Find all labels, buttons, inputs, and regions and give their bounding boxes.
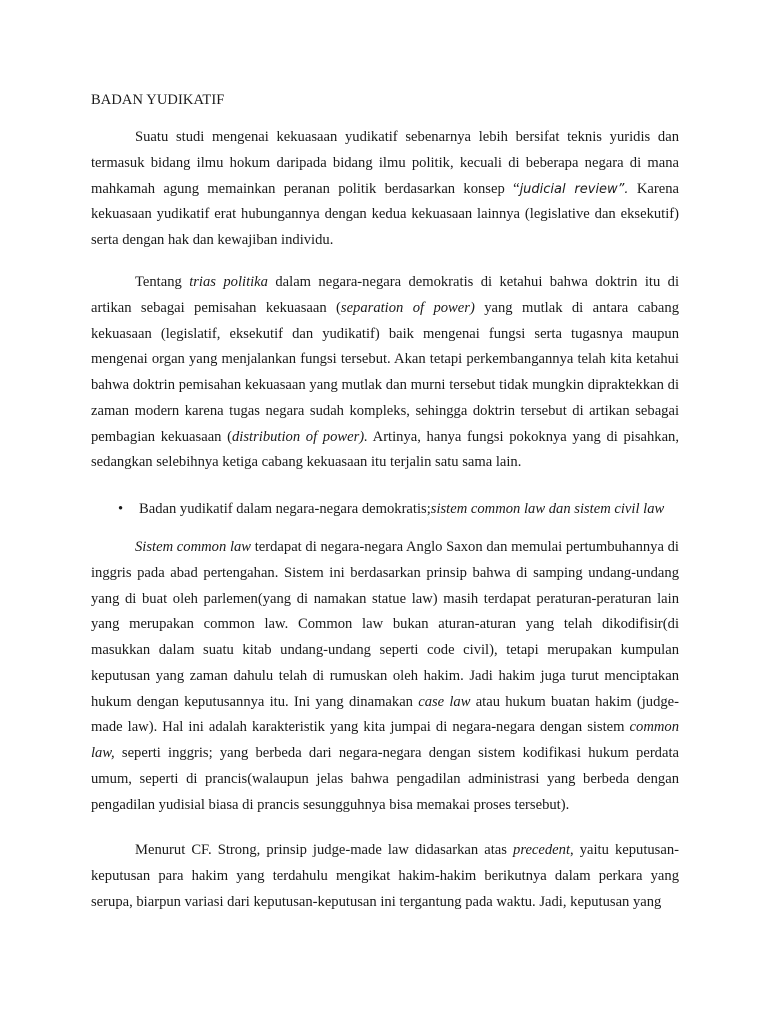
text-run-italic: precedent (513, 842, 571, 858)
paragraph-common-law (91, 535, 679, 818)
bullet-text (139, 498, 664, 520)
text-run-italic: sistem common law dan sistem civil law (430, 501, 665, 517)
text-run-italic: common law, (91, 719, 679, 761)
text-run: Badan yudikatif dalam negara-negara demokratis; (139, 501, 431, 517)
text-run: terdapat di negara-negara Anglo Saxon dan memulai pertumbuhannya di inggris pada abad pertengahan. Sistem ini berdasarkan prinsip bahwa di samping undang-undang yang di buat oleh parlemen(yang di namakan statue law) masih terdapat peraturan-peraturan lain yang merupakan common law. Common law bukan aturan-aturan yang telah dikodifisir(di masukkan dalam suatu kitab undang-undang seperti code civil), tetapi merupakan kumpulan keputusan yang zaman dahulu telah di rumuskan oleh hakim. Jadi hakim juga turut menciptakan hukum dengan keputusannya itu. Ini yang dinamakan (91, 539, 679, 710)
text-run-italic: case law (418, 693, 471, 710)
text-run: Suatu studi mengenai kekuasaan yudikatif sebenarnya lebih bersifat teknis yuridis dan termasuk bidang ilmu hokum daripada bidang ilmu politik, kecuali di beberapa negara di mana mahkamah agung memainkan peranan politik berdasarkan konsep “ (91, 129, 679, 197)
document-heading: BADAN YUDIKATIF (91, 92, 225, 108)
text-run-italic: Sistem common law (135, 539, 252, 555)
text-run: Menurut CF. Strong, prinsip judge-made law didasarkan atas (135, 842, 514, 858)
paragraph-precedent (91, 838, 679, 915)
text-run: , yaitu keputusan-keputusan para hakim yang terdahulu mengikat hakim-hakim berikutnya dalam perkara yang serupa, biarpun variasi dari keputusan-keputusan ini tergantung pada waktu. Jadi, keputusan yang (91, 842, 679, 910)
text-run: Artinya, hanya fungsi pokoknya yang di pisahkan, sedangkan selebihnya ketiga cabang kekuasaan itu terjalin satu sama lain. (91, 428, 679, 471)
text-run: Tentang (135, 274, 190, 290)
text-run: dalam negara-negara demokratis di ketahui bahwa doktrin itu di artikan sebagai pemisahan kekuasaan ( (91, 274, 680, 316)
text-run: atau hukum buatan hakim (judge-made law). Hal ini adalah karakteristik yang kita jumpai di negara-negara dengan sistem (91, 693, 679, 736)
text-run: yang mutlak di antara cabang kekuasaan (legislatif, eksekutif dan yudikatif) baik mengenai fungsi serta tugasnya maupun mengenai organ yang menjalankan fungsi tersebut. Akan tetapi perkembangannya telah kita ketahui bahwa doktrin pemisahan kekuasaan yang mutlak dan murni tersebut tidak mungkin dipraktekkan di zaman modern karena tugas negara sudah kompleks, sehingga doktrin tersebut di artikan sebagai pembagian kekuasaan ( (91, 299, 679, 445)
text-run-italic: separation of power) (340, 299, 475, 316)
bullet-icon: • (118, 501, 124, 517)
text-run-italic: trias politika (189, 274, 268, 290)
text-run-judicial-review: judicial review”. (519, 181, 629, 197)
paragraph-judicial-study (91, 125, 679, 254)
text-run-italic: distribution of power). (232, 428, 368, 445)
text-run: seperti inggris; yang berbeda dari negara-negara dengan sistem kodifikasi hukum perdata umum, seperti di prancis(walaupun jelas bahwa pengadilan administrasi yang berbeda dengan pengadilan yudisial biasa di prancis sesungguhnya bisa memakai proses tersebut). (91, 745, 679, 813)
paragraph-trias-politika (91, 270, 679, 476)
text-run: Karena kekuasaan yudikatif erat hubungannya dengan kedua kekuasaan lainnya (legislative dan eksekutif) serta dengan hak dan kewajiban individu. (91, 180, 680, 248)
